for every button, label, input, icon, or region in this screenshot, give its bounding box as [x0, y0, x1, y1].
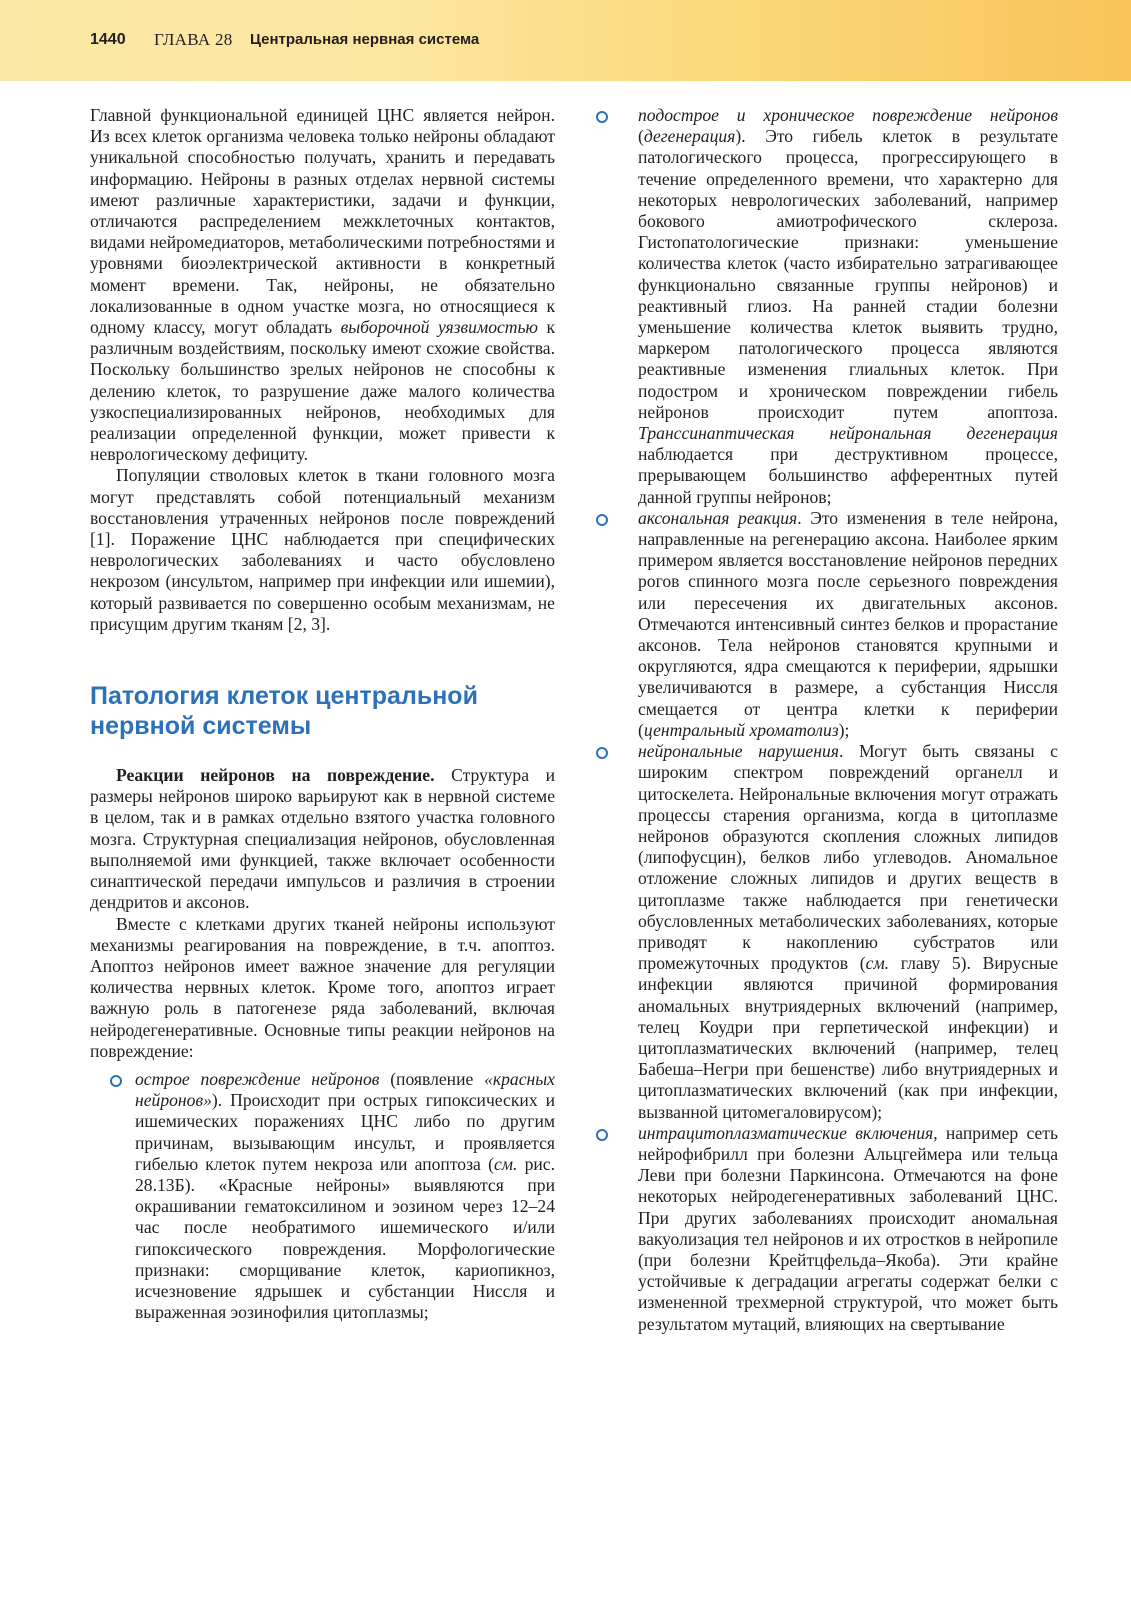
text-run: . Это изменения в теле нейрона, направленные на регенерацию аксона. Наиболее ярким примером является восстановление нейронов передних рогов спинного мозга после серьезного повреждения или пересечения их двигательных аксонов. Отмечаются интенсивный синтез белков и прорастание аксонов. Тела нейронов становятся крупными и округляются, ядра смещаются к периферии, ядрышки увеличиваются в размере, а субстанция Ниссля смещается от центра клетки к периферии (: [638, 507, 1058, 740]
italic-term: «красных нейронов»: [135, 1068, 555, 1111]
chapter-label: ГЛАВА 28: [154, 30, 233, 49]
text-run: (появление: [379, 1068, 485, 1089]
text-run: рис. 28.13Б). «Красные нейроны» выявляются при окрашивании гематоксилином и эозином через 12–24 час после необратимого ишемического и/или гипоксического повреждения. Морфологические признаки: сморщивание клеток, кариопикноз, исчезновение ядрышек и субстанции Ниссля и выраженная эозинофилия цитоплазмы;: [135, 1153, 555, 1323]
text-run: к различным воздействиям, поскольку имеют схожие свойства. Поскольку большинство зрелых нейронов не способны к делению клеток, то разрушение даже малого количества узкоспециализированных нейронов, необходимых для реализации определенной функции, может привести к неврологическому дефициту.: [90, 317, 556, 465]
text-run: (: [638, 126, 644, 147]
paragraph-stem-cells: Популяции стволовых клеток в ткани головного мозга могут представлять собой потенциальный механизм восстановления утраченных нейронов после повреждений [1]. Поражение ЦНС наблюдается при специфических неврологических заболеваниях и часто обусловлено некрозом (инсультом, например при инфекции или ишемии), который развивается по совершенно особым механизмам, не присущим другим тканям [2, 3].: [90, 465, 555, 634]
italic-term: острое повреждение нейронов: [135, 1068, 380, 1089]
section-heading: [90, 681, 555, 741]
list-item: [608, 105, 1058, 508]
right-column: [608, 105, 1058, 1335]
italic-term: интрацитоплазматические включения: [638, 1122, 934, 1143]
italic-term: подострое и хроническое повреждение нейронов: [638, 105, 1058, 125]
bullet-icon: [110, 1075, 122, 1087]
reaction-list-continued: [608, 105, 1058, 1335]
list-item: [608, 1123, 1058, 1335]
bullet-icon: [596, 514, 608, 526]
bold-lead: Реакции нейронов на повреждение.: [116, 765, 435, 786]
text-run: ). Происходит при острых гипоксических и ишемических поражениях ЦНС либо по другим причинам, вызывающим инсульт, и проявляется гибелью клеток путем некроза или апоптоза (: [135, 1090, 555, 1174]
text-run: главу 5). Вирусные инфекции являются причиной формирования аномальных внутриядерных включений (например, телец Коудри при герпетической инфекции) и цитоплазматических включений (например, телец Бабеша–Негри при бешенстве) либо внутриядерных и цитоплазматических включений (как при инфекции, вызванной цитомегаловирусом);: [638, 953, 1058, 1122]
italic-term: см.: [493, 1153, 518, 1174]
italic-term: дегенерация: [643, 126, 736, 147]
text-run: . Могут быть связаны с широким спектром повреждений органелл и цитоскелета. Нейрональные включения могут отражать процессы старения организма, когда в цитоплазме нейронов образуются скопления сложных липидов (липофусцин), белков либо углеводов. Аномальное отложение сложных липидов и других веществ в цитоплазме также наблюдается при генетически обусловленных метаболических заболеваниях, которые приводят к накоплению субстратов или промежуточных продуктов (: [638, 741, 1058, 974]
page-number: 1440: [90, 31, 126, 48]
heading-line: нервной системы: [90, 712, 312, 741]
text-run: , например сеть нейрофибрилл при болезни Альцгеймера или тельца Леви при болезни Паркинсона. Отмечаются на фоне некоторых нейродегенеративных заболеваний ЦНС. При других заболеваниях происходит аномальная вакуолизация тел нейронов и их отростков в нейропиле (при болезни Крейтцфельда–Якоба). Эти крайне устойчивые к деградации агрегаты содержат белки с измененной трехмерной структурой, что может быть результатом мутаций, влияющих на свертывание: [638, 1122, 1058, 1334]
paragraph-neuron-reactions: [90, 765, 555, 913]
italic-term: центральный хроматолиз: [643, 719, 839, 740]
bullet-icon: [596, 747, 608, 759]
running-header: [0, 0, 1131, 81]
italic-term: аксональная реакция: [638, 507, 798, 528]
italic-term: нейрональные нарушения: [638, 741, 839, 762]
text-run: );: [838, 719, 850, 740]
list-item: [90, 1069, 555, 1323]
italic-term: Транссинаптическая нейрональная дегенерация: [638, 423, 1058, 444]
paragraph-apoptosis: Вместе с клетками других тканей нейроны используют механизмы реагирования на повреждение, в т.ч. апоптоз. Апоптоз нейронов имеет важное значение для регуляции количества нервных клеток. Кроме того, апоптоз играет важную роль в патогенезе ряда заболеваний, включая нейродегенеративные. Основные типы реакции нейронов на повреждение:: [90, 913, 555, 1061]
list-item: [608, 508, 1058, 741]
italic-term: выборочной уязвимостью: [340, 317, 538, 338]
text-run: Структура и размеры нейронов широко варьируют как в нервной системе в целом, так и в рамках отдельно взятого участка головного мозга. Структурная специализация нейронов, обусловленная выполняемой ими функцией, также включает особенности синаптической передачи импульсов и различия в строении дендритов и аксонов.: [90, 765, 556, 913]
bullet-icon: [596, 1129, 608, 1141]
italic-term: см.: [865, 953, 890, 974]
text-run: ). Это гибель клеток в результате патологического процесса, прогрессирующего в течение определенного времени, что характерно для некоторых неврологических заболеваний, например бокового амиотрофического склероза. Гистопатологические признаки: уменьшение количества клеток (часто избирательно затрагивающее функционально связанные группы нейронов) и реактивный глиоз. На ранней стадии болезни уменьшение количества клеток выявить трудно, маркером патологического процесса являются реактивные изменения глиальных клеток. При подостром и хроническом повреждении гибель нейронов происходит путем апоптоза.: [638, 126, 1058, 422]
left-column: [90, 105, 555, 1323]
list-item: [608, 741, 1058, 1123]
text-run: наблюдается при деструктивном процессе, прерывающем большинство афферентных путей данной группы нейронов;: [638, 444, 1058, 507]
reaction-list: [90, 1069, 555, 1323]
bullet-icon: [596, 111, 608, 123]
chapter-title: Центральная нервная система: [250, 31, 480, 48]
text-run: Главной функциональной единицей ЦНС является нейрон. Из всех клеток организма человека только нейроны обладают уникальной способностью получать, хранить и передавать информацию. Нейроны в разных отделах нервной системы имеют различные характеристики, задачи и функции, отличаются распределением межклеточных контактов, видами нейромедиаторов, метаболическими потребностями и уровнями биоэлектрической активности в конкретный момент времени. Так, нейроны, не обязательно локализованные в одном участке мозга, но относящиеся к одному классу, могут обладать: [90, 105, 555, 338]
heading-line: Патология клеток центральной: [90, 682, 478, 711]
paragraph-intro: [90, 105, 555, 465]
